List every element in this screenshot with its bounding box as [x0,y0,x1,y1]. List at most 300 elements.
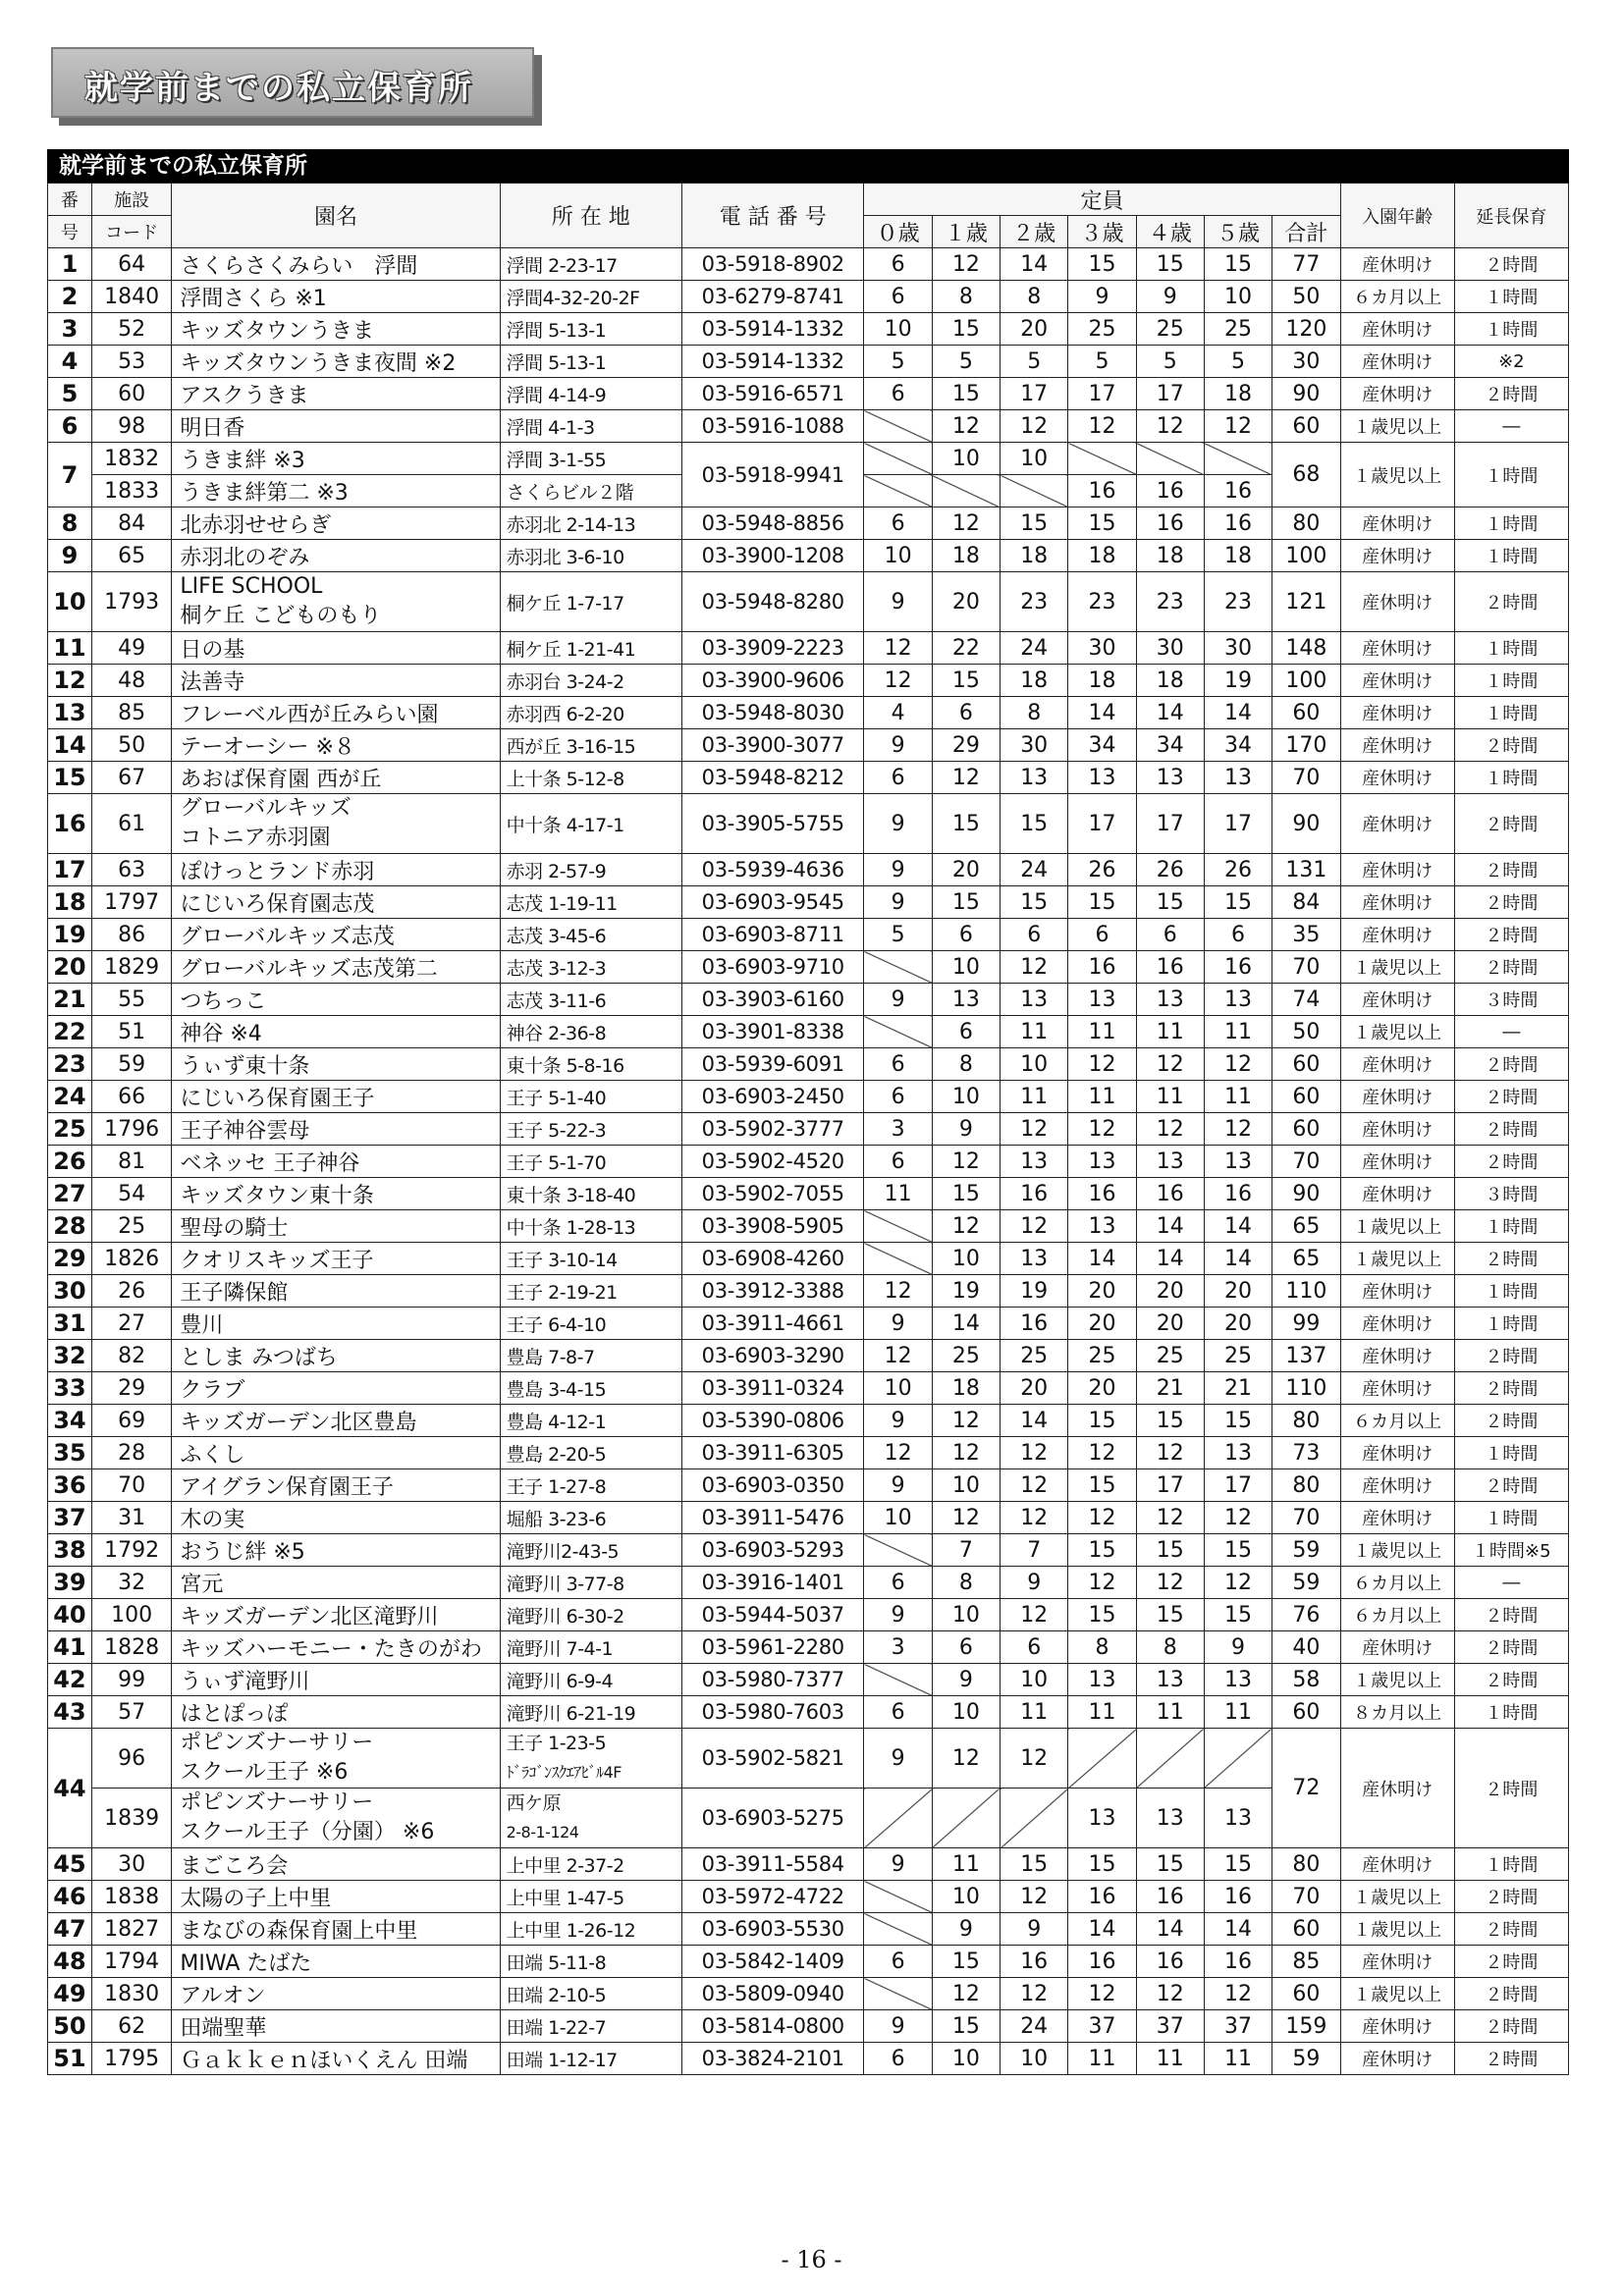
extended-care: １時間※5 [1454,1534,1568,1567]
capacity-total: 58 [1272,1664,1340,1696]
header-code-top: 施設 [91,184,172,216]
capacity-age-3: 37 [1068,2010,1136,2043]
capacity-age-4: 21 [1136,1372,1204,1405]
nursery-name: グローバルキッズ志茂 [172,919,500,951]
header-extended-care: 延長保育 [1454,184,1568,248]
table-row [48,1405,1569,1437]
capacity-age-1: 20 [932,572,1000,632]
capacity-total: 70 [1272,762,1340,794]
capacity-age-5: 5 [1204,346,1271,378]
facility-code: 25 [91,1210,172,1243]
nursery-name: 神谷 ※4 [172,1016,500,1048]
capacity-age-3: 14 [1068,1243,1136,1275]
nursery-name: フレーベル西が丘みらい園 [172,697,500,729]
nursery-name: 法善寺 [172,665,500,697]
entry-age: １歳児以上 [1340,1978,1454,2010]
capacity-age-2: 16 [1001,1946,1068,1978]
nursery-name: うぃず東十条 [172,1048,500,1081]
phone-number: 03-5948-8280 [682,572,864,632]
capacity-total: 90 [1272,378,1340,410]
row-number: 2 [48,281,92,313]
capacity-age-0: 12 [864,1275,932,1308]
entry-age: １歳児以上 [1340,1881,1454,1913]
facility-code: 98 [91,410,172,443]
row-number: 26 [48,1146,92,1178]
capacity-age-1: 6 [932,919,1000,951]
facility-code: 26 [91,1275,172,1308]
table-row [48,1081,1569,1113]
entry-age: 産休明け [1340,886,1454,919]
capacity-age-4: 5 [1136,346,1204,378]
capacity-age-0: 11 [864,1178,932,1210]
capacity-age-1: 15 [932,886,1000,919]
facility-code: 86 [91,919,172,951]
capacity-age-2 [1001,1789,1068,1848]
facility-code: 65 [91,540,172,572]
capacity-total: 90 [1272,794,1340,854]
address: 赤羽 2-57-9 [500,854,681,886]
capacity-age-0: 6 [864,378,932,410]
capacity-age-3: 13 [1068,1789,1136,1848]
address: 上中里 1-26-12 [500,1913,681,1946]
phone-number: 03-3900-3077 [682,729,864,762]
capacity-age-1: 29 [932,729,1000,762]
address: 赤羽北 2-14-13 [500,507,681,540]
capacity-age-3: 13 [1068,984,1136,1016]
facility-code: 1839 [91,1789,172,1848]
phone-number: 03-5980-7377 [682,1664,864,1696]
capacity-age-1: 9 [932,1664,1000,1696]
capacity-age-1: 20 [932,854,1000,886]
capacity-age-2: 15 [1001,507,1068,540]
capacity-age-2: 24 [1001,2010,1068,2043]
facility-code: 1840 [91,281,172,313]
capacity-age-1: 18 [932,540,1000,572]
address: 滝野川 6-30-2 [500,1599,681,1631]
capacity-age-5: 11 [1204,1016,1271,1048]
nursery-name: 太陽の子上中里 [172,1881,500,1913]
capacity-age-4: 11 [1136,1696,1204,1729]
table-row [48,1913,1569,1946]
extended-care: ２時間 [1454,854,1568,886]
capacity-age-0: 6 [864,248,932,281]
row-number: 5 [48,378,92,410]
nursery-name: キッズタウンうきま夜間 ※2 [172,346,500,378]
capacity-age-1: 6 [932,1016,1000,1048]
phone-number: 03-5918-8902 [682,248,864,281]
table-row [48,1146,1569,1178]
nursery-name: アスクうきま [172,378,500,410]
facility-code: 28 [91,1437,172,1469]
capacity-age-1: 12 [932,507,1000,540]
nursery-name: 木の実 [172,1502,500,1534]
capacity-age-0 [864,475,932,507]
capacity-age-4: 12 [1136,410,1204,443]
nursery-name: 聖母の騎士 [172,1210,500,1243]
capacity-age-1: 15 [932,794,1000,854]
capacity-age-5: 10 [1204,281,1271,313]
address: 上中里 1-47-5 [500,1881,681,1913]
extended-care: ２時間 [1454,1340,1568,1372]
facility-code: 1833 [91,475,172,507]
table-row [48,540,1569,572]
capacity-total: 65 [1272,1210,1340,1243]
table-row [48,1567,1569,1599]
capacity-age-3: 14 [1068,697,1136,729]
extended-care: １時間 [1454,1848,1568,1881]
capacity-age-0 [864,1243,932,1275]
extended-care: ２時間 [1454,729,1568,762]
table-row [48,248,1569,281]
capacity-age-3: 9 [1068,281,1136,313]
header-entry-age: 入園年齢 [1340,184,1454,248]
row-number: 44 [48,1729,92,1848]
address: 王子 5-22-3 [500,1113,681,1146]
capacity-total: 100 [1272,665,1340,697]
capacity-age-0: 6 [864,1946,932,1978]
row-number: 23 [48,1048,92,1081]
capacity-age-5: 14 [1204,1913,1271,1946]
capacity-age-3: 12 [1068,1113,1136,1146]
phone-number: 03-3903-6160 [682,984,864,1016]
capacity-age-2: 18 [1001,540,1068,572]
capacity-total: 70 [1272,1146,1340,1178]
entry-age: １歳児以上 [1340,443,1454,507]
facility-code: 64 [91,248,172,281]
address: 滝野川2-43-5 [500,1534,681,1567]
capacity-age-4: 20 [1136,1308,1204,1340]
address: 王子 3-10-14 [500,1243,681,1275]
capacity-age-4: 18 [1136,540,1204,572]
facility-code: 1793 [91,572,172,632]
entry-age: 産休明け [1340,632,1454,665]
row-number: 51 [48,2043,92,2075]
capacity-age-4: 11 [1136,2043,1204,2075]
extended-care: ３時間 [1454,984,1568,1016]
facility-code: 63 [91,854,172,886]
capacity-age-4: 16 [1136,951,1204,984]
capacity-age-2: 12 [1001,1978,1068,2010]
capacity-age-3: 11 [1068,1081,1136,1113]
table-row [48,507,1569,540]
address: 志茂 1-19-11 [500,886,681,919]
capacity-age-0 [864,951,932,984]
capacity-age-5: 11 [1204,2043,1271,2075]
capacity-age-3: 5 [1068,346,1136,378]
capacity-age-2: 11 [1001,1696,1068,1729]
extended-care: １時間 [1454,1275,1568,1308]
capacity-age-0: 12 [864,1437,932,1469]
capacity-age-1: 10 [932,1696,1000,1729]
capacity-age-2: 23 [1001,572,1068,632]
capacity-age-3: 16 [1068,475,1136,507]
capacity-total: 76 [1272,1599,1340,1631]
nursery-name: クオリスキッズ王子 [172,1243,500,1275]
capacity-age-4: 14 [1136,1913,1204,1946]
nursery-name: キッズガーデン北区滝野川 [172,1599,500,1631]
capacity-age-4: 12 [1136,1502,1204,1534]
capacity-total: 80 [1272,1848,1340,1881]
table-row [48,346,1569,378]
nursery-name: キッズタウン東十条 [172,1178,500,1210]
nursery-name: 田端聖華 [172,2010,500,2043]
phone-number: 03-6903-9545 [682,886,864,919]
header-age-5: ５歳 [1204,216,1271,248]
capacity-age-5: 26 [1204,854,1271,886]
address [500,1729,681,1789]
address: 堀船 3-23-6 [500,1502,681,1534]
capacity-age-5: 17 [1204,794,1271,854]
capacity-age-1: 10 [932,1469,1000,1502]
nursery-name: としま みつばち [172,1340,500,1372]
capacity-age-4: 26 [1136,854,1204,886]
capacity-age-4: 25 [1136,1340,1204,1372]
capacity-age-0: 6 [864,507,932,540]
capacity-age-2 [1001,475,1068,507]
address: 東十条 5-8-16 [500,1048,681,1081]
entry-age: 産休明け [1340,313,1454,346]
capacity-age-2: 6 [1001,919,1068,951]
phone-number: 03-3905-5755 [682,794,864,854]
header-age-3: ３歳 [1068,216,1136,248]
capacity-age-2: 20 [1001,1372,1068,1405]
capacity-total: 60 [1272,1113,1340,1146]
capacity-age-5: 15 [1204,1534,1271,1567]
extended-care: ２時間 [1454,794,1568,854]
extended-care: ― [1454,410,1568,443]
entry-age: 産休明け [1340,1113,1454,1146]
extended-care: ２時間 [1454,1469,1568,1502]
facility-code: 100 [91,1599,172,1631]
page-number: - 16 - [781,2246,842,2273]
capacity-age-0 [864,443,932,475]
row-number: 12 [48,665,92,697]
row-number: 40 [48,1599,92,1631]
capacity-age-0: 9 [864,1848,932,1881]
table-row [48,1113,1569,1146]
capacity-age-2: 13 [1001,984,1068,1016]
address: 王子 1-27-8 [500,1469,681,1502]
table-row [48,1016,1569,1048]
nursery-name: まなびの森保育園上中里 [172,1913,500,1946]
capacity-age-4: 16 [1136,1881,1204,1913]
address: 中十条 4-17-1 [500,794,681,854]
capacity-age-4: 17 [1136,378,1204,410]
phone-number: 03-5902-5821 [682,1729,864,1789]
table-row [48,1664,1569,1696]
address: 田端 1-22-7 [500,2010,681,2043]
capacity-age-5: 15 [1204,1599,1271,1631]
extended-care: １時間 [1454,697,1568,729]
entry-age: ６カ月以上 [1340,1405,1454,1437]
nursery-name: にじいろ保育園志茂 [172,886,500,919]
entry-age: 産休明け [1340,1340,1454,1372]
row-number: 30 [48,1275,92,1308]
capacity-age-5: 13 [1204,762,1271,794]
capacity-age-2: 25 [1001,1340,1068,1372]
phone-number: 03-5914-1332 [682,313,864,346]
capacity-age-5: 18 [1204,540,1271,572]
row-number: 13 [48,697,92,729]
table-row [48,1881,1569,1913]
phone-number: 03-6903-2450 [682,1081,864,1113]
capacity-age-1: 12 [932,1729,1000,1789]
facility-code: 32 [91,1567,172,1599]
capacity-age-5: 12 [1204,1502,1271,1534]
row-number: 29 [48,1243,92,1275]
capacity-age-3: 11 [1068,2043,1136,2075]
capacity-age-4: 30 [1136,632,1204,665]
entry-age: 産休明け [1340,1372,1454,1405]
phone-number: 03-5939-4636 [682,854,864,886]
facility-code: 1792 [91,1534,172,1567]
facility-code: 52 [91,313,172,346]
nursery-name: はとぽっぽ [172,1696,500,1729]
address: 田端 1-12-17 [500,2043,681,2075]
extended-care: ２時間 [1454,1146,1568,1178]
address: 王子 5-1-40 [500,1081,681,1113]
capacity-total: 148 [1272,632,1340,665]
address [500,1789,681,1848]
entry-age: 産休明け [1340,248,1454,281]
capacity-age-0: 6 [864,1048,932,1081]
entry-age: 産休明け [1340,1178,1454,1210]
phone-number: 03-5948-8856 [682,507,864,540]
capacity-total: 59 [1272,1567,1340,1599]
phone-number: 03-6903-0350 [682,1469,864,1502]
capacity-age-3: 13 [1068,1664,1136,1696]
capacity-age-2: 16 [1001,1178,1068,1210]
table-row [48,1631,1569,1664]
capacity-total: 60 [1272,697,1340,729]
table-row [48,1978,1569,2010]
nursery-name: Ｇａｋｋｅｎほいくえん 田端 [172,2043,500,2075]
address: 浮間 4-1-3 [500,410,681,443]
capacity-age-1: 22 [932,632,1000,665]
row-number: 47 [48,1913,92,1946]
capacity-age-2: 15 [1001,1848,1068,1881]
entry-age: 産休明け [1340,1946,1454,1978]
address: 浮間 3-1-55 [500,443,681,475]
capacity-age-5: 16 [1204,1178,1271,1210]
entry-age: 産休明け [1340,665,1454,697]
entry-age: １歳児以上 [1340,1243,1454,1275]
capacity-age-3: 30 [1068,632,1136,665]
capacity-age-5: 20 [1204,1275,1271,1308]
table-row [48,1048,1569,1081]
facility-code: 1829 [91,951,172,984]
address-line1: 西ケ原 [506,1792,562,1814]
capacity-age-0 [864,1978,932,2010]
row-number: 28 [48,1210,92,1243]
nursery-table-section [47,149,1569,2075]
capacity-age-5: 23 [1204,572,1271,632]
address-line2: 2-8-1-124 [506,1823,579,1842]
capacity-age-4: 15 [1136,886,1204,919]
capacity-age-1: 13 [932,984,1000,1016]
facility-code: 1828 [91,1631,172,1664]
entry-age: １歳児以上 [1340,951,1454,984]
capacity-age-3: 11 [1068,1016,1136,1048]
nursery-table [47,183,1569,2075]
row-number: 36 [48,1469,92,1502]
header-age-2: ２歳 [1001,216,1068,248]
nursery-name: うぃず滝野川 [172,1664,500,1696]
capacity-age-2: 12 [1001,1729,1068,1789]
capacity-age-1: 10 [932,443,1000,475]
phone-number: 03-5814-0800 [682,2010,864,2043]
capacity-age-3: 14 [1068,1913,1136,1946]
capacity-age-0: 5 [864,919,932,951]
capacity-age-0: 3 [864,1113,932,1146]
capacity-age-1: 6 [932,697,1000,729]
capacity-age-1: 10 [932,2043,1000,2075]
capacity-age-1: 12 [932,1210,1000,1243]
capacity-total: 80 [1272,1469,1340,1502]
extended-care: ２時間 [1454,1599,1568,1631]
row-number: 18 [48,886,92,919]
capacity-age-5: 15 [1204,1848,1271,1881]
capacity-total: 30 [1272,346,1340,378]
capacity-age-0: 9 [864,1729,932,1789]
capacity-age-2: 12 [1001,1210,1068,1243]
extended-care: １時間 [1454,632,1568,665]
table-row [48,281,1569,313]
capacity-age-0: 10 [864,313,932,346]
address: 浮間 5-13-1 [500,313,681,346]
phone-number: 03-6908-4260 [682,1243,864,1275]
capacity-age-0: 6 [864,1696,932,1729]
capacity-age-2: 13 [1001,1146,1068,1178]
header-age-0: ０歳 [864,216,932,248]
capacity-age-4: 20 [1136,1275,1204,1308]
address: 田端 5-11-8 [500,1946,681,1978]
row-number: 4 [48,346,92,378]
facility-code: 1794 [91,1946,172,1978]
table-row [48,1308,1569,1340]
capacity-age-0 [864,1664,932,1696]
address: 浮間 5-13-1 [500,346,681,378]
row-number: 14 [48,729,92,762]
capacity-age-0: 9 [864,1599,932,1631]
capacity-age-1: 9 [932,1913,1000,1946]
extended-care: ２時間 [1454,2043,1568,2075]
table-row [48,378,1569,410]
row-number: 31 [48,1308,92,1340]
table-row [48,1534,1569,1567]
nursery-name: ぽけっとランド赤羽 [172,854,500,886]
capacity-age-5: 20 [1204,1308,1271,1340]
capacity-age-4: 14 [1136,1243,1204,1275]
capacity-age-4: 9 [1136,281,1204,313]
table-body [48,248,1569,2075]
table-row [48,1340,1569,1372]
capacity-age-3: 20 [1068,1372,1136,1405]
capacity-age-3: 12 [1068,410,1136,443]
table-row [48,1469,1569,1502]
row-number: 3 [48,313,92,346]
capacity-age-0: 9 [864,1405,932,1437]
extended-care: ２時間 [1454,378,1568,410]
capacity-age-3: 12 [1068,1048,1136,1081]
capacity-age-1: 12 [932,1978,1000,2010]
table-row [48,2043,1569,2075]
capacity-age-3: 15 [1068,1599,1136,1631]
capacity-age-2: 14 [1001,1405,1068,1437]
capacity-age-0: 12 [864,665,932,697]
nursery-name: 宮元 [172,1567,500,1599]
extended-care: １時間 [1454,1308,1568,1340]
